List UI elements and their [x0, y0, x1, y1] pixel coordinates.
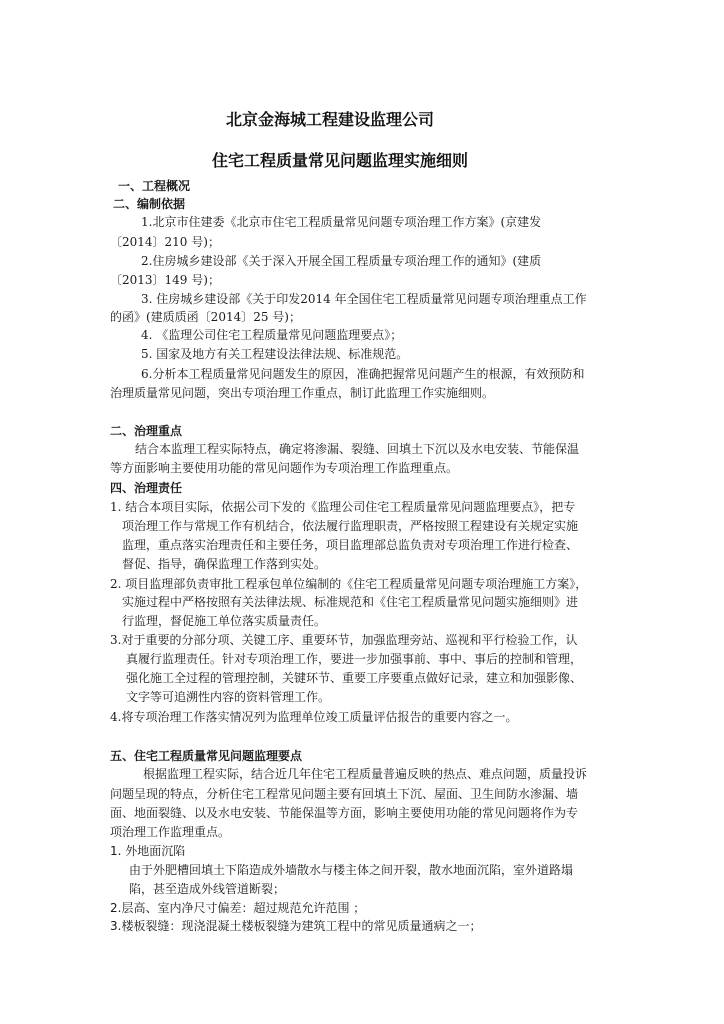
duty-line: 督促、指导，确保监理工作落到实处。: [122, 557, 327, 571]
duty-line: 4.将专项治理工作落实情况列为监理单位竣工质量评估报告的重要内容之一。: [110, 710, 518, 724]
section-heading-points: 五、住宅工程质量常见问题监理要点: [110, 749, 303, 763]
points-line: 3.楼板裂缝：现浇混凝土楼板裂缝为建筑工程中的常见质量通病之一；: [110, 919, 482, 933]
duty-line: 行监理，督促施工单位落实质量责任。: [122, 614, 327, 628]
duty-line: 文字等可追溯性内容的资料管理工作。: [126, 690, 331, 704]
points-line: 根据监理工程实际，结合近几年住宅工程质量普遍反映的热点、难点问题，质量投诉: [143, 767, 588, 781]
points-line: 项治理工作监理重点。: [110, 825, 231, 839]
duty-line: 真履行监理责任。针对专项治理工作，要进一步加强事前、事中、事后的控制和管理，: [126, 652, 583, 666]
basis-line: 3. 住房城乡建设部《关于印发2014 年全国住宅工程质量常见问题专项治理重点工作: [141, 292, 587, 306]
duty-line: 1. 结合本项目实际，依据公司下发的《监理公司住宅工程质量常见问题监理要点》，把专: [110, 500, 576, 514]
company-name: 北京金海城工程建设监理公司: [225, 110, 434, 129]
points-line: 由于外肥槽回填土下陷造成外墙散水与楼主体之间开裂，散水地面沉陷，室外道路塌: [129, 863, 574, 877]
basis-line: 〔2013〕149 号)；: [110, 273, 220, 287]
basis-line: 治理质量常见问题，突出专项治理工作重点，制订此监理工作实施细则。: [110, 386, 495, 400]
basis-line: 的函》(建质质函〔2014〕25 号)；: [110, 310, 301, 324]
basis-line: 6.分析本工程质量常见问题发生的原因，准确把握常见问题产生的根源，有效预防和: [141, 367, 585, 381]
duty-line: 2. 项目监理部负责审批工程承包单位编制的《住宅工程质量常见问题专项治理施工方案》，: [110, 577, 588, 591]
section-heading-focus: 二、治理重点: [110, 424, 183, 438]
basis-line: 〔2014〕210 号)；: [110, 235, 220, 249]
duty-line: 强化施工全过程的管理控制，关键环节、重要工序要重点做好记录，建立和加强影像、: [126, 671, 583, 685]
duty-line: 实施过程中严格按照有关法律法规、标准规范和《住宅工程质量常见问题实施细则》进: [122, 595, 579, 609]
basis-line: 5. 国家及地方有关工程建设法律法规、标准规范。: [141, 347, 409, 361]
focus-line: 结合本监理工程实际特点，确定将渗漏、裂缝、回填土下沉以及水电安装、节能保温: [135, 442, 580, 456]
points-line: 1. 外地面沉陷: [110, 844, 186, 858]
points-line: 问题呈现的特点，分析住宅工程常见问题主要有回填土下沉、屋面、卫生间防水渗漏、墙: [110, 787, 579, 801]
duty-line: 项治理工作与常规工作有机结合，依法履行监理职责，严格按照工程建设有关规定实施: [122, 519, 579, 533]
points-line: 陷，甚至造成外线管道断裂；: [129, 882, 286, 896]
points-line: 2.层高、室内净尺寸偏差：超过规范允许范围 ；: [110, 901, 366, 915]
section-heading-basis: 二、编制依据: [113, 197, 186, 211]
section-heading-duty: 四、治理责任: [110, 481, 183, 495]
focus-line: 等方面影响主要使用功能的常见问题作为专项治理工作监理重点。: [110, 461, 459, 475]
points-line: 面、地面裂缝、以及水电安装、节能保温等方面，影响主要使用功能的常见问题将作为专: [110, 806, 579, 820]
document-title: 住宅工程质量常见问题监理实施细则: [211, 151, 468, 170]
duty-line: 3.对于重要的分部分项、关键工序、重要环节，加强监理旁站、巡视和平行检验工作，认: [110, 633, 578, 647]
basis-line: 2.住房城乡建设部《关于深入开展全国工程质量专项治理工作的通知》(建质: [141, 254, 542, 268]
duty-line: 监理，重点落实治理责任和主要任务，项目监理部总监负责对专项治理工作进行检查、: [122, 538, 579, 552]
basis-line: 1.北京市住建委《北京市住宅工程质量常见问题专项治理工作方案》(京建发: [141, 215, 542, 229]
basis-line: 4. 《监理公司住宅工程质量常见问题监理要点》；: [141, 328, 403, 342]
section-heading-overview: 一、工程概况: [118, 179, 191, 193]
